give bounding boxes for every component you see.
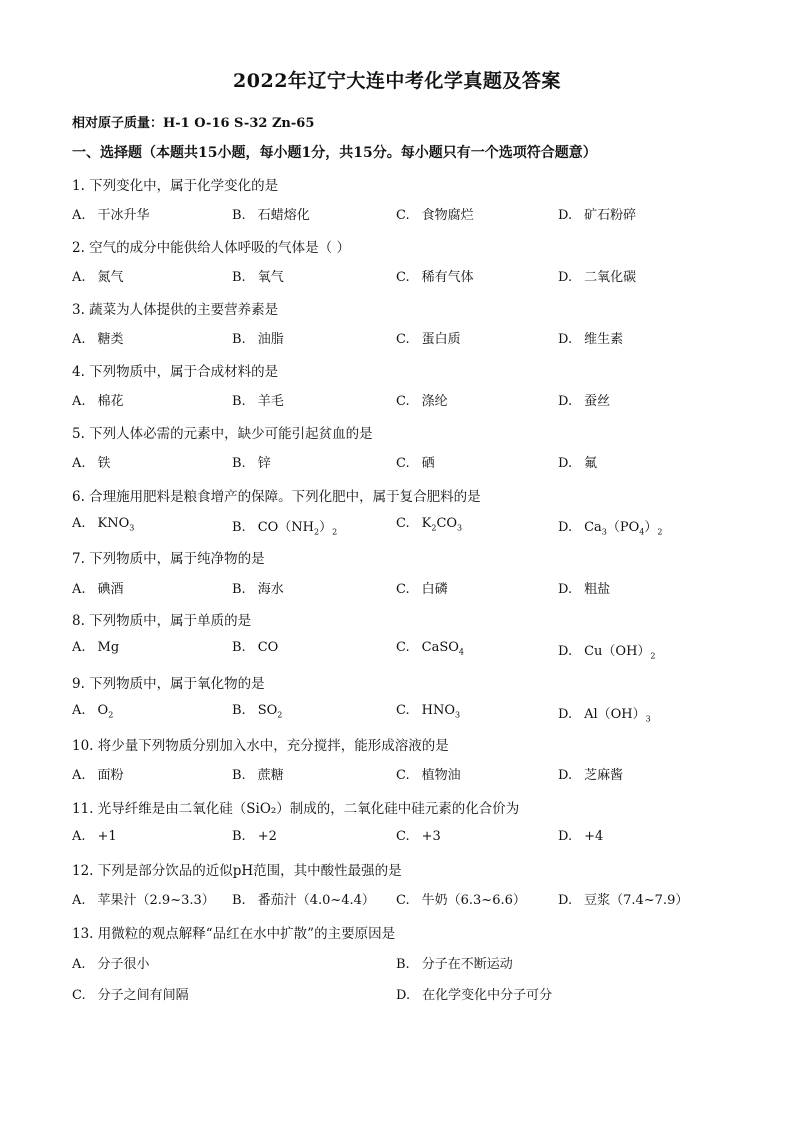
option-letter: D. (558, 707, 573, 722)
option-text: 蚕丝 (584, 394, 611, 409)
option-3-a[interactable] (72, 328, 124, 347)
option-letter: D. (558, 270, 573, 285)
option-4-b[interactable] (232, 390, 284, 409)
option-letter: A. (72, 516, 86, 531)
option-text: 氧气 (257, 270, 284, 285)
option-text: 涤纶 (421, 394, 448, 409)
option-text-tail: ） (644, 520, 658, 535)
option-text: 番茄汁（4.0~4.4） (257, 893, 375, 908)
option-12-a[interactable] (72, 889, 215, 908)
option-text: +3 (421, 829, 441, 844)
option-text: 食物腐烂 (421, 208, 474, 223)
option-text: Al（OH） (584, 707, 646, 722)
option-text: 牛奶（6.3~6.6） (421, 893, 526, 908)
option-7-a[interactable] (72, 578, 124, 597)
option-text: 蛋白质 (421, 332, 461, 347)
option-text: +4 (584, 829, 604, 844)
option-text: CO（NH (257, 520, 315, 535)
option-text: 粗盐 (584, 582, 611, 597)
option-text: 分子在不断运动 (421, 957, 513, 972)
option-9-b[interactable] (232, 703, 282, 720)
option-9-a[interactable] (72, 703, 113, 720)
option-letter: A. (72, 208, 86, 223)
option-text: 氟 (584, 456, 598, 471)
option-letter: D. (558, 644, 573, 659)
question-stem-9: 9. 下列物质中，属于氧化物的是 (72, 676, 265, 692)
option-8-b[interactable] (232, 640, 278, 655)
option-letter: B. (232, 456, 246, 471)
options-row-13 (72, 953, 732, 973)
option-11-c[interactable] (396, 829, 441, 844)
subscript: 3 (129, 523, 135, 533)
option-8-d[interactable] (558, 640, 656, 661)
option-letter: A. (72, 582, 86, 597)
option-6-b[interactable] (232, 516, 337, 537)
option-letter: A. (72, 332, 86, 347)
option-letter: A. (72, 703, 86, 718)
option-letter: A. (72, 456, 86, 471)
option-letter: D. (558, 208, 573, 223)
option-text: 二氧化碳 (584, 270, 637, 285)
option-text: Ca (584, 520, 602, 535)
options-row-6 (72, 516, 732, 536)
subscript: 4 (458, 647, 464, 657)
option-5-b[interactable] (232, 452, 271, 471)
option-text: HNO (421, 703, 455, 718)
option-letter: B. (232, 394, 246, 409)
option-13-d[interactable] (396, 984, 552, 1003)
subscript: 2 (657, 527, 663, 537)
option-letter: D. (558, 768, 573, 783)
option-1-d[interactable] (558, 204, 636, 223)
subscript: 3 (601, 527, 607, 537)
option-7-d[interactable] (558, 578, 610, 597)
question-stem-2: 2. 空气的成分中能供给人体呼吸的气体是（ ） (72, 240, 350, 256)
option-letter: B. (232, 208, 246, 223)
options-row-1 (72, 204, 732, 224)
options-row-11 (72, 829, 732, 849)
option-1-a[interactable] (72, 204, 150, 223)
option-text: 芝麻酱 (584, 768, 624, 783)
options-row-13 (72, 984, 732, 1004)
option-10-d[interactable] (558, 764, 623, 783)
option-letter: A. (72, 893, 86, 908)
option-letter: C. (396, 456, 410, 471)
option-7-c[interactable] (396, 578, 448, 597)
options-row-9 (72, 703, 732, 723)
option-3-c[interactable] (396, 328, 461, 347)
option-9-d[interactable] (558, 703, 651, 724)
option-letter: C. (72, 988, 86, 1003)
option-letter: A. (72, 957, 86, 972)
option-7-b[interactable] (232, 578, 284, 597)
option-text: 羊毛 (257, 394, 284, 409)
option-text: CaSO (421, 640, 459, 655)
option-text: 分子很小 (97, 957, 150, 972)
option-4-d[interactable] (558, 390, 610, 409)
option-12-d[interactable] (558, 889, 688, 908)
option-2-d[interactable] (558, 266, 636, 285)
option-10-c[interactable] (396, 764, 461, 783)
option-4-c[interactable] (396, 390, 448, 409)
question-stem-8: 8. 下列物质中，属于单质的是 (72, 613, 252, 629)
section-heading: 一、选择题（本题共15小题，每小题1分，共15分。每小题只有一个选项符合题意） (72, 145, 597, 161)
option-letter: C. (396, 516, 410, 531)
option-1-c[interactable] (396, 204, 474, 223)
option-letter: C. (396, 332, 410, 347)
option-13-c[interactable] (72, 984, 189, 1003)
option-letter: D. (558, 456, 573, 471)
option-12-b[interactable] (232, 889, 375, 908)
option-text: 蔗糖 (257, 768, 284, 783)
option-text: K (421, 516, 432, 531)
option-letter: D. (558, 829, 573, 844)
option-text: 铁 (97, 456, 111, 471)
option-letter: C. (396, 829, 410, 844)
option-letter: B. (232, 270, 246, 285)
question-stem-10: 10. 将少量下列物质分别加入水中，充分搅拌，能形成溶液的是 (72, 738, 449, 754)
option-6-c[interactable] (396, 516, 462, 533)
option-2-c[interactable] (396, 266, 474, 285)
option-letter: D. (396, 988, 411, 1003)
option-letter: D. (558, 893, 573, 908)
question-stem-3: 3. 蔬菜为人体提供的主要营养素是 (72, 302, 279, 318)
option-text: 白磷 (421, 582, 448, 597)
option-letter: A. (72, 829, 86, 844)
option-letter: A. (72, 768, 86, 783)
option-6-d[interactable] (558, 516, 663, 537)
question-stem-5: 5. 下列人体必需的元素中，缺少可能引起贫血的是 (72, 426, 373, 442)
options-row-8 (72, 640, 732, 660)
option-letter: A. (72, 270, 86, 285)
option-4-a[interactable] (72, 390, 124, 409)
subscript: 2 (277, 710, 283, 720)
option-letter: D. (558, 520, 573, 535)
option-9-c[interactable] (396, 703, 460, 720)
option-letter: A. (72, 640, 86, 655)
options-row-5 (72, 452, 732, 472)
option-text: 矿石粉碎 (584, 208, 637, 223)
option-11-b[interactable] (232, 829, 277, 844)
option-text: 干冰升华 (97, 208, 150, 223)
option-letter: C. (396, 394, 410, 409)
option-letter: D. (558, 394, 573, 409)
option-letter: C. (396, 768, 410, 783)
option-5-d[interactable] (558, 452, 597, 471)
option-3-d[interactable] (558, 328, 623, 347)
option-text: 硒 (421, 456, 435, 471)
option-13-b[interactable] (396, 953, 513, 972)
option-13-a[interactable] (72, 953, 150, 972)
option-text: 在化学变化中分子可分 (422, 988, 553, 1003)
option-text: 分子之间有间隔 (97, 988, 189, 1003)
question-stem-11: 11. 光导纤维是由二氧化硅（SiO₂）制成的，二氧化硅中硅元素的化合价为 (72, 801, 520, 817)
option-letter: C. (396, 703, 410, 718)
option-text: CO (257, 640, 279, 655)
option-text-tail: （PO (606, 520, 640, 535)
option-letter: B. (232, 520, 246, 535)
option-text: 石蜡熔化 (257, 208, 310, 223)
question-stem-7: 7. 下列物质中，属于纯净物的是 (72, 551, 265, 567)
option-text: +2 (257, 829, 277, 844)
page-title: 2022年辽宁大连中考化学真题及答案 (233, 70, 561, 92)
subscript: 2 (108, 710, 114, 720)
option-text: O (97, 703, 109, 718)
option-letter: B. (232, 582, 246, 597)
subscript: 3 (457, 523, 463, 533)
option-letter: C. (396, 270, 410, 285)
option-text: 稀有气体 (421, 270, 474, 285)
option-1-b[interactable] (232, 204, 310, 223)
options-row-2 (72, 266, 732, 286)
option-text: 豆浆（7.4~7.9） (584, 893, 689, 908)
option-text: 棉花 (97, 394, 124, 409)
atomic-mass-line: 相对原子质量：H-1 O-16 S-32 Zn-65 (72, 116, 315, 131)
subscript: 2 (314, 527, 320, 537)
options-row-7 (72, 578, 732, 598)
option-5-a[interactable] (72, 452, 111, 471)
option-letter: B. (232, 768, 246, 783)
option-text: 氮气 (97, 270, 124, 285)
options-row-10 (72, 764, 732, 784)
option-8-a[interactable] (72, 640, 119, 655)
option-text: 锌 (257, 456, 271, 471)
option-text: 糖类 (97, 332, 124, 347)
option-text: 植物油 (421, 768, 461, 783)
option-text: KNO (97, 516, 130, 531)
option-letter: C. (396, 640, 410, 655)
option-11-d[interactable] (558, 829, 603, 844)
option-text: 面粉 (97, 768, 124, 783)
options-row-3 (72, 328, 732, 348)
option-letter: D. (558, 332, 573, 347)
option-5-c[interactable] (396, 452, 435, 471)
option-10-b[interactable] (232, 764, 284, 783)
subscript: 2 (332, 527, 338, 537)
option-letter: B. (232, 703, 246, 718)
option-letter: C. (396, 582, 410, 597)
subscript: 4 (639, 527, 645, 537)
option-letter: B. (396, 957, 410, 972)
options-row-4 (72, 390, 732, 410)
option-10-a[interactable] (72, 764, 124, 783)
option-letter: B. (232, 332, 246, 347)
option-text-tail: CO (436, 516, 458, 531)
option-6-a[interactable] (72, 516, 134, 533)
option-text-tail: ） (319, 520, 333, 535)
question-stem-4: 4. 下列物质中，属于合成材料的是 (72, 364, 279, 380)
option-12-c[interactable] (396, 889, 526, 908)
option-text: 苹果汁（2.9~3.3） (97, 893, 215, 908)
option-letter: B. (232, 640, 246, 655)
subscript: 2 (431, 523, 437, 533)
option-letter: B. (232, 829, 246, 844)
subscript: 3 (645, 714, 651, 724)
question-stem-12: 12. 下列是部分饮品的近似pH范围，其中酸性最强的是 (72, 863, 402, 879)
option-letter: C. (396, 208, 410, 223)
option-text: SO (257, 703, 278, 718)
options-row-12 (72, 889, 732, 909)
option-text: Cu（OH） (584, 644, 651, 659)
subscript: 3 (455, 710, 461, 720)
question-stem-6: 6. 合理施用肥料是粮食增产的保障。下列化肥中，属于复合肥料的是 (72, 489, 481, 505)
option-letter: C. (396, 893, 410, 908)
option-text: +1 (97, 829, 117, 844)
option-letter: A. (72, 394, 86, 409)
option-text: Mg (97, 640, 120, 655)
option-3-b[interactable] (232, 328, 284, 347)
question-stem-1: 1. 下列变化中，属于化学变化的是 (72, 178, 279, 194)
option-11-a[interactable] (72, 829, 117, 844)
option-8-c[interactable] (396, 640, 464, 657)
option-2-b[interactable] (232, 266, 284, 285)
option-text: 油脂 (257, 332, 284, 347)
question-stem-13: 13. 用微粒的观点解释“品红在水中扩散”的主要原因是 (72, 926, 396, 942)
option-text: 海水 (257, 582, 284, 597)
option-letter: B. (232, 893, 246, 908)
option-2-a[interactable] (72, 266, 124, 285)
option-text: 碘酒 (97, 582, 124, 597)
option-text: 维生素 (584, 332, 624, 347)
subscript: 2 (650, 651, 656, 661)
option-letter: D. (558, 582, 573, 597)
